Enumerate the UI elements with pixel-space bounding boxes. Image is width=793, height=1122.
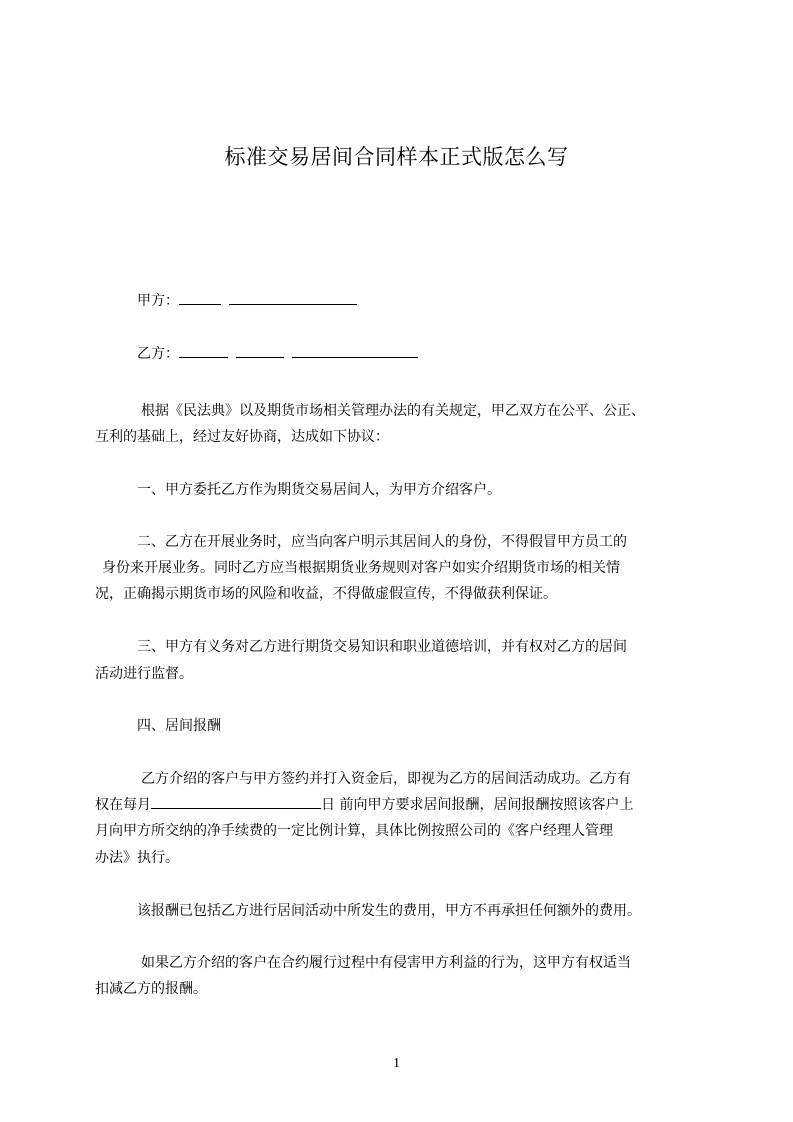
clause-4-p1-line-4: 办法》执行。 [95, 850, 179, 866]
page-number: 1 [393, 1056, 400, 1071]
preamble-line-1: 根据《民法典》以及期货市场相关管理办法的有关规定，甲乙双方在公平、公正、 [141, 403, 645, 419]
clause-4-p1-line-3: 月向甲方所交纳的净手续费的一定比例计算，具体比例按照公司的《客户经理人管理 [95, 823, 613, 839]
party-a-line [137, 286, 757, 316]
party-a-label: 甲方： [137, 293, 179, 309]
clause-2-line-1: 二、乙方在开展业务时，应当向客户明示其居间人的身份，不得假冒甲方员工的 [137, 534, 627, 550]
clause-4-p3-line-1: 如果乙方介绍的客户在合约履行过程中有侵害甲方利益的行为，这甲方有权适当 [141, 955, 631, 971]
clause-4-p1-line-2-before: 权在每月 [95, 797, 151, 813]
clause-3-line-1: 三、甲方有义务对乙方进行期货交易知识和职业道德培训，并有权对乙方的居间 [137, 639, 627, 655]
clause-4-p2-line-1: 该报酬已包括乙方进行居间活动中所发生的费用，甲方不再承担任何额外的费用。 [137, 903, 641, 919]
party-b-blank-2 [236, 343, 284, 358]
clause-2-line-2: 身份来开展业务。同时乙方应当根据期货业务规则对客户如实介绍期货市场的相关情 [102, 560, 620, 576]
party-a-blank-2 [229, 290, 357, 305]
party-b-label: 乙方： [137, 346, 179, 362]
clause-4-p3-line-2: 扣减乙方的报酬。 [95, 981, 207, 997]
clause-4-p1-line-2-after: 日 前向甲方要求居间报酬，居间报酬按照该客户上 [321, 797, 634, 813]
preamble-line-2: 互利的基础上，经过友好协商，达成如下协议： [95, 429, 389, 445]
party-b-blank-3 [292, 343, 418, 358]
clause-4-p1-line-1: 乙方介绍的客户与甲方签约并打入资金后，即视为乙方的居间活动成功。乙方有 [141, 771, 631, 787]
clause-4-heading: 四、居间报酬 [137, 718, 221, 734]
clause-1-line-1: 一、甲方委托乙方作为期货交易居间人，为甲方介绍客户。 [137, 482, 501, 498]
party-b-blank-1 [179, 343, 228, 358]
clause-3-line-2: 活动进行监督。 [95, 666, 193, 682]
clause-2-line-3: 况，正确揭示期货市场的风险和收益，不得做虚假宣传，不得做获利保证。 [95, 586, 557, 602]
party-a-blank-1 [179, 290, 221, 305]
document-title: 标准交易居间合同样本正式版怎么写 [224, 145, 569, 169]
monthly-day-blank [151, 794, 321, 809]
party-b-line [137, 339, 757, 369]
